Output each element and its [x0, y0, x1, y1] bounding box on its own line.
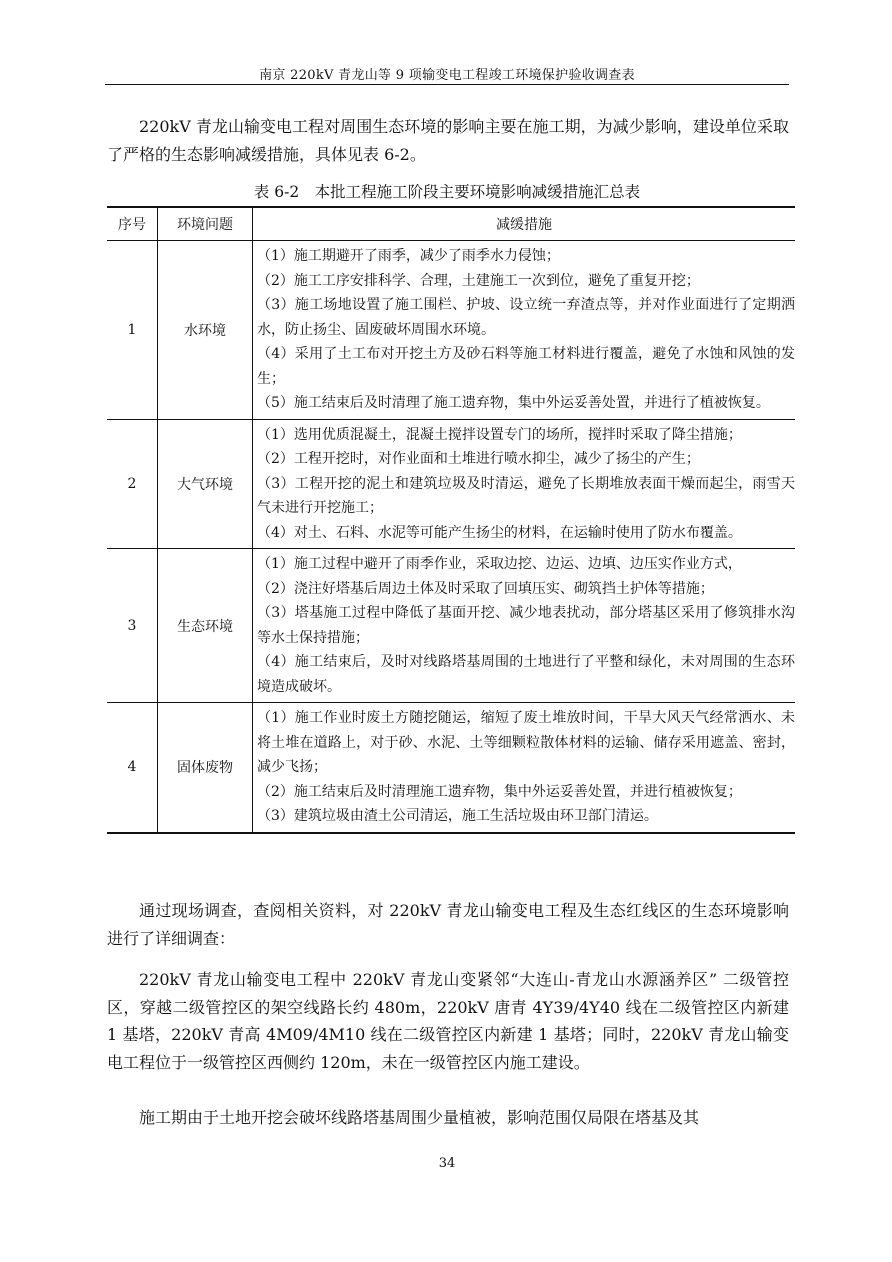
body-paragraph: 施工期由于土地开挖会破坏线路塔基周围少量植被，影响范围仅局限在塔基及其 [139, 1108, 700, 1127]
measure-item: （1）施工作业时废土方随挖随运，缩短了废土堆放时间，干旱大风天气经常洒水、未将土堆在道路上，对于砂、水泥、土等细颗粒散体材料的运输、储存采用遮盖、密封，减少飞扬； [257, 710, 795, 775]
mitigation-table [107, 206, 795, 834]
table-row [107, 549, 795, 703]
measure-item: （3）建筑垃圾由渣土公司清运，施工生活垃圾由环卫部门清运。 [257, 808, 658, 824]
table-row [107, 703, 795, 833]
table-caption: 表 6-2 本批工程施工阶段主要环境影响减缓措施汇总表 [253, 183, 641, 201]
row-issue: 生态环境 [158, 549, 253, 703]
measure-item: （2）工程开挖时，对作业面和土堆进行喷水抑尘，减少了扬尘的产生； [257, 451, 700, 467]
row-measures [253, 549, 796, 703]
row-issue: 大气环境 [158, 419, 253, 549]
header-measures: 减缓措施 [253, 207, 796, 241]
measure-item: （4）采用了土工布对开挖土方及砂石料等施工材料进行覆盖，避免了水蚀和风蚀的发生； [257, 346, 795, 387]
row-measures [253, 703, 796, 833]
table-row [107, 241, 795, 420]
row-measures [253, 241, 796, 420]
running-header: 南京 220kV 青龙山等 9 项输变电工程竣工环境保护验收调查表 [259, 68, 635, 83]
body-paragraph: 220kV 青龙山输变电工程中 220kV 青龙山变紧邻“大连山-青龙山水源涵养区” 二级管控区，穿越二级管控区的架空线路长约 480m，220kV 唐青 4Y39/4Y40 线在二级管控区内新建 1 基塔，220kV 青高 4M09/4M10 线在二级管控区内新建 1 基塔；同时，220kV 青龙山输变电工程位于一级管控区西侧约 120m，未在一级管控区内施工建设。 [107, 970, 789, 1072]
header-rule [105, 84, 789, 85]
table-row [107, 419, 795, 549]
body-paragraph: 通过现场调查，查阅相关资料，对 220kV 青龙山输变电工程及生态红线区的生态环境影响进行了详细调查： [107, 901, 789, 948]
intro-paragraph: 220kV 青龙山输变电工程对周围生态环境的影响主要在施工期，为减少影响，建设单位采取了严格的生态影响减缓措施，具体见表 6-2。 [107, 117, 789, 164]
measure-item: （5）施工结束后及时清理了施工遗弃物，集中外运妥善处置，并进行了植被恢复。 [257, 395, 770, 411]
measure-item: （1）施工期避开了雨季，减少了雨季水力侵蚀； [257, 248, 560, 264]
measure-item: （1）选用优质混凝土，混凝土搅拌设置专门的场所，搅拌时采取了降尘措施； [257, 426, 742, 443]
measure-item: （2）施工工序安排科学、合理，土建施工一次到位，避免了重复开挖； [257, 272, 700, 289]
measure-item: （2）浇注好塔基后周边土体及时采取了回填压实、砌筑挡土护体等措施； [257, 580, 714, 597]
page-number: 34 [438, 1156, 456, 1171]
measure-item: （3）施工场地设置了施工围栏、护坡、设立统一弃渣点等，并对作业面进行了定期洒水，防止扬尘、固废破坏周围水环境。 [257, 297, 795, 338]
measure-item: （3）工程开挖的泥土和建筑垃圾及时清运，避免了长期堆放表面干燥而起尘，雨雪天气未进行开挖施工； [257, 475, 795, 516]
measure-item: （4）施工结束后，及时对线路塔基周围的土地进行了平整和绿化，未对周围的生态环境造成破坏。 [257, 654, 795, 695]
row-issue: 固体废物 [158, 703, 253, 833]
table-header-row [107, 207, 795, 241]
row-number: 1 [107, 241, 158, 420]
header-issue: 环境问题 [158, 207, 253, 241]
measure-item: （3）塔基施工过程中降低了基面开挖、减少地表扰动，部分塔基区采用了修筑排水沟等水土保持措施； [257, 605, 795, 646]
measure-item: （1）施工过程中避开了雨季作业，采取边挖、边运、边填、边压实作业方式， [257, 556, 742, 572]
row-number: 2 [107, 419, 158, 549]
header-no: 序号 [107, 207, 158, 241]
row-issue: 水环境 [158, 241, 253, 420]
row-number: 4 [107, 703, 158, 833]
row-measures [253, 419, 796, 549]
measure-item: （2）施工结束后及时清理施工遗弃物，集中外运妥善处置，并进行植被恢复； [257, 783, 742, 800]
row-number: 3 [107, 549, 158, 703]
measure-item: （4）对土、石料、水泥等可能产生扬尘的材料，在运输时使用了防水布覆盖。 [257, 524, 742, 541]
